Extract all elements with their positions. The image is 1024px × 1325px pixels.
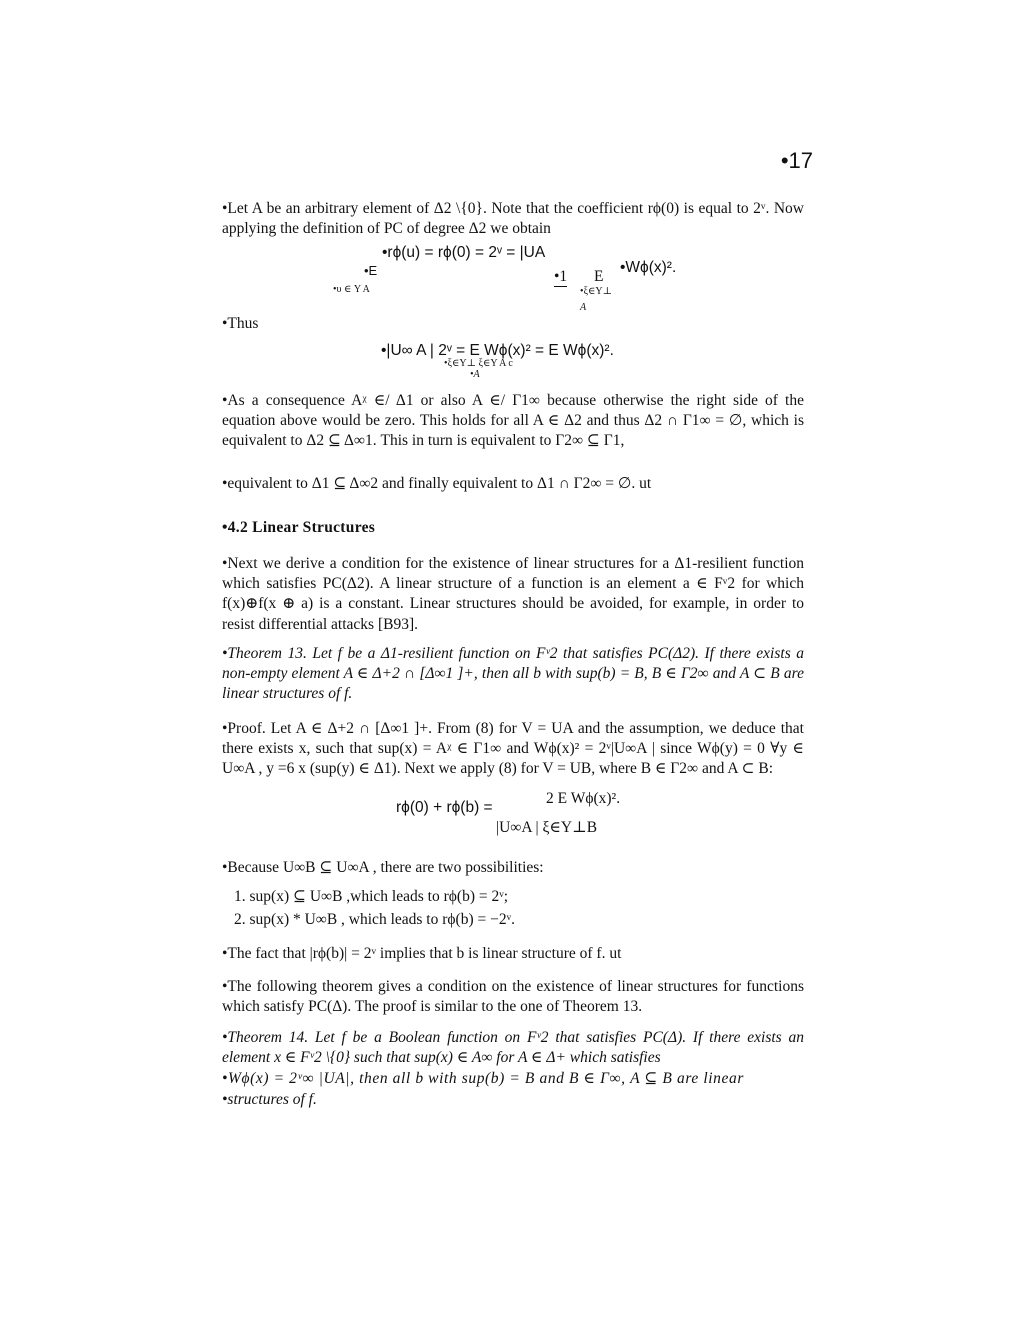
equation-3-left: rϕ(0) + rϕ(b) =	[396, 799, 493, 816]
equation-2-subscript: •ξ∈Y⊥ ξ∈Y A c	[444, 358, 513, 369]
equation-1-sum-left: •E	[364, 263, 378, 278]
equation-1-fraction-subscript: •ξ∈Y⊥	[580, 286, 612, 297]
equation-3-denominator: |U∞A | ξ∈Y⊥B	[496, 819, 598, 836]
equation-1-right: •Wϕ(x)².	[620, 259, 677, 276]
theorem-14-condition: •Wϕ(x) = 2ᵛ∞ |UA|, then all b with sup(b) = B and B ∈ Γ∞, A ⊆ B are linear	[222, 1070, 744, 1087]
theorem-14: •Theorem 14. Let f be a Boolean function on Fᵛ2 that satisfies PC(Δ). If there exists an element x ∈ Fᵛ2 \{0} such that sup(x) ∈ A∞ for A ∈ Δ+ which satisfies	[222, 1029, 804, 1067]
paragraph-because: •Because U∞B ⊆ U∞A , there are two possibilities:	[222, 859, 544, 876]
equation-1-fraction-sum: E	[594, 268, 604, 285]
paragraph-next: •Next we derive a condition for the existence of linear structures for a Δ1-resilient function which satisfies PC(Δ2). A linear structure of a function is an element a ∈ Fᵛ2 for which f(x)⊕f(x ⊕ a) is a constant. Linear structures should be avoided, for example, in order to resist differential attacks [B93].	[222, 555, 804, 633]
paragraph-let-a: •Let A be an arbitrary element of Δ2 \{0}. Note that the coefficient rϕ(0) is equal to 2ᵛ. Now applying the definition of PC of degree Δ2 we obtain	[222, 200, 804, 238]
equation-2-subscript-a: •A	[470, 369, 480, 380]
equation-1-fraction-numerator: •1	[554, 268, 568, 285]
equation-1-subscript-left: •υ ∈ Y A	[333, 284, 370, 295]
equation-1-fraction-subscript-a: A	[580, 302, 587, 313]
paragraph-fact: •The fact that |rϕ(b)| = 2ᵛ implies that b is linear structure of f. ut	[222, 945, 622, 962]
thus-label: •Thus	[222, 315, 259, 332]
equation-1-main: •rϕ(u) = rϕ(0) = 2ᵛ = |UA	[382, 244, 546, 261]
list-item: 2. sup(x) * U∞B , which leads to rϕ(b) = −2ᵛ.	[234, 911, 516, 928]
list-item: 1. sup(x) ⊆ U∞B ,which leads to rϕ(b) = 2ᵛ;	[234, 888, 509, 905]
paragraph-equivalent: •equivalent to Δ1 ⊆ Δ∞2 and finally equivalent to Δ1 ∩ Γ2∞ = ∅. ut	[222, 475, 652, 492]
equation-2-main: •|U∞ A | 2ᵛ = E Wϕ(x)² = E Wϕ(x)².	[381, 342, 614, 359]
page-number: •17	[780, 148, 813, 173]
theorem-13: •Theorem 13. Let f be a Δ1-resilient function on Fᵛ2 that satisfies PC(Δ2). If there exists a non-empty element A ∈ Δ+2 ∩ [Δ∞1 ]+, then all b with sup(b) = B, B ∈ Γ2∞ and A ⊂ B are linear structures of f.	[222, 645, 804, 703]
theorem-14-end: •structures of f.	[222, 1091, 317, 1108]
equation-3-numerator: 2 E Wϕ(x)².	[546, 790, 621, 807]
paragraph-consequence: •As a consequence Aᵡ ∈/ Δ1 or also A ∈/ Γ1∞ because otherwise the right side of the equation above would be zero. This holds for all A ∈ Δ2 and thus Δ2 ∩ Γ1∞ = ∅, which is equivalent to Δ2 ⊆ Δ∞1. This in turn is equivalent to Γ2∞ ⊆ Γ1,	[222, 392, 804, 450]
section-heading-linear-structures: •4.2 Linear Structures	[222, 519, 376, 536]
proof-theorem-13: •Proof. Let A ∈ Δ+2 ∩ [Δ∞1 ]+. From (8) for V = UA and the assumption, we deduce that there exists x, such that sup(x) = Aᵡ ∈ Γ1∞ and Wϕ(x)² = 2ᵛ|U∞A | since Wϕ(y) = 0 ∀y ∈ U∞A , y =6 x (sup(y) ∈ Δ1). Next we apply (8) for V = UB, where B ∈ Γ2∞ and A ⊂ B:	[222, 720, 804, 778]
paragraph-following: •The following theorem gives a condition on the existence of linear structures for functions which satisfy PC(Δ). The proof is similar to the one of Theorem 13.	[222, 978, 804, 1016]
